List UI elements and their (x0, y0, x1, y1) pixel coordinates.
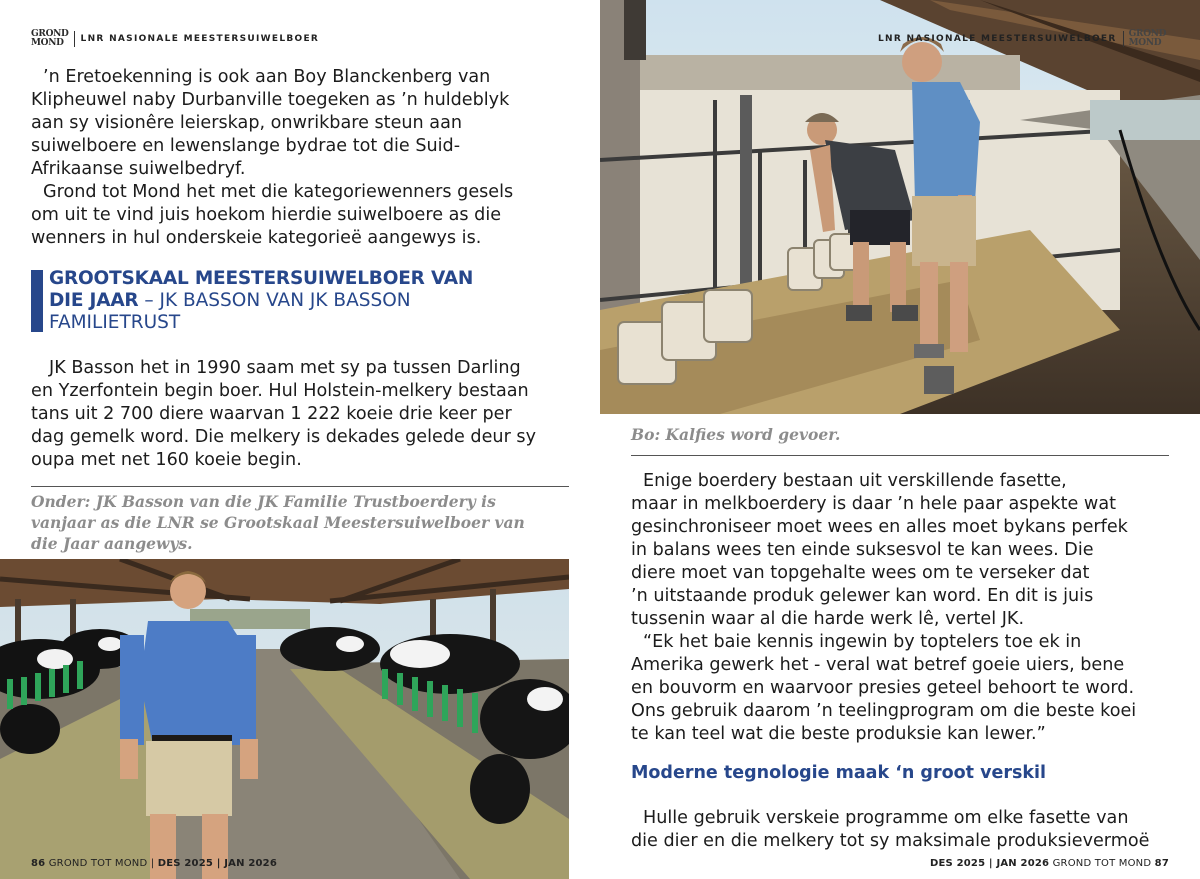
logo-left-line1: GROND (31, 29, 69, 39)
para-line: tans uit 2 700 diere waarvan 1 222 koeie drie keer per (31, 404, 512, 424)
photo-jk-basson (0, 559, 569, 879)
intro-line: om uit te vind juis hoekom hierdie suiwelboere as die (31, 205, 502, 225)
caption-line: vanjaar as die LNR se Grootskaal Meestersuiwelboer van (31, 513, 525, 532)
para-line: die dier en die melkery tot sy maksimale produksievermoë (631, 831, 1150, 851)
logo-right-line1: GROND (1128, 29, 1167, 39)
page-number-right: 87 (1154, 858, 1169, 869)
header-left-divider (74, 31, 75, 47)
heading-line2-bold: DIE JAAR (49, 290, 139, 311)
photo-calf-feeding-illustration (600, 0, 1200, 414)
para-line: oupa met net 160 koeie begin. (31, 450, 302, 470)
para-line: maar in melkboerdery is daar ’n hele paar aspekte wat (631, 494, 1116, 514)
para-line: Enige boerdery bestaan uit verskillende fasette, (643, 471, 1067, 491)
header-right (878, 30, 1166, 48)
right-paragraph-1 (631, 470, 1136, 746)
intro-line: wenners in hul onderskeie kategorieë aangewys is. (31, 228, 482, 248)
photo-jk-basson-illustration (0, 559, 569, 879)
logo-left-line2: MOND (31, 38, 64, 48)
photo-calf-feeding (600, 0, 1200, 414)
right-caption: Bo: Kalfies word gevoer. (631, 425, 841, 444)
magazine-name-right: GROND TOT MOND (1052, 858, 1152, 869)
para-line: en Yzerfontein begin boer. Hul Holstein-melkery bestaan (31, 381, 529, 401)
logo-right-line2: MOND (1128, 38, 1162, 48)
left-caption-rule (31, 486, 569, 487)
left-caption (31, 491, 525, 554)
intro-line: Afrikaanse suiwelbedryf. (31, 159, 246, 179)
page-number-left: 86 (31, 858, 46, 869)
intro-line: ’n Eretoekenning is ook aan Boy Blanckenberg van (43, 67, 491, 87)
subheading: Moderne tegnologie maak ‘n groot verskil (631, 763, 1047, 783)
header-left (31, 30, 319, 48)
intro-line: Klipheuwel naby Durbanville toegeken as ’n huldeblyk (31, 90, 510, 110)
intro-line: Grond tot Mond het met die kategoriewenners gesels (43, 182, 514, 202)
folio-right (930, 858, 1169, 869)
right-caption-rule (631, 455, 1169, 456)
caption-line: Onder: JK Basson van die JK Familie Trustboerdery is (31, 492, 496, 511)
para-line: JK Basson het in 1990 saam met sy pa tussen Darling (49, 358, 521, 378)
right-paragraph-2 (631, 807, 1149, 853)
section-heading (49, 268, 473, 334)
quote-line: Amerika gewerk het - veral wat betref goeie uiers, bene (631, 655, 1125, 675)
quote-line: Ons gebruik daarom ’n teelingprogram om die beste koei (631, 701, 1137, 721)
header-left-section: LNR NASIONALE MEESTERSUIWELBOER (80, 34, 320, 44)
para-line: diere moet van topgehalte wees om te verseker dat (631, 563, 1090, 583)
heading-line1: GROOTSKAAL MEESTERSUIWELBOER VAN (49, 268, 474, 289)
quote-line: en bouvorm en waarvoor presies geteel behoort te word. (631, 678, 1135, 698)
para-line: Hulle gebruik verskeie programme om elke fasette van (643, 808, 1129, 828)
para-line: ’n uitstaande produk gelewer kan word. En dit is juis (631, 586, 1094, 606)
quote-line: “Ek het baie kennis ingewin by toptelers toe ek in (643, 632, 1082, 652)
heading-line2 (49, 290, 473, 312)
folio-left (31, 858, 277, 869)
logo-right (1129, 30, 1167, 48)
magazine-name-left: GROND TOT MOND (48, 858, 148, 869)
logo-left (31, 30, 69, 48)
left-paragraph (31, 357, 536, 472)
intro-line: suiwelboere en lewenslange bydrae tot die Suid- (31, 136, 461, 156)
heading-accent-bar (31, 270, 43, 332)
caption-line: die Jaar aangewys. (31, 534, 193, 553)
heading-line3: FAMILIETRUST (49, 312, 181, 333)
header-right-divider (1123, 31, 1124, 47)
folio-left-sep: | (150, 858, 155, 869)
para-line: in balans wees ten einde suksesvol te kan wees. Die (631, 540, 1094, 560)
para-line: dag gemelk word. Die melkery is dekades gelede deur sy (31, 427, 536, 447)
quote-line: te kan teel wat die beste produksie kan lewer.” (631, 724, 1046, 744)
intro-line: aan sy visionêre leierskap, onwrikbare steun aan (31, 113, 462, 133)
issue-left: DES 2025 | JAN 2026 (157, 858, 277, 869)
heading-line2-rest: – JK BASSON VAN JK BASSON (138, 290, 411, 311)
left-intro-text (31, 66, 513, 250)
header-right-section: LNR NASIONALE MEESTERSUIWELBOER (878, 34, 1117, 44)
para-line: tussenin waar al die harde werk lê, vertel JK. (631, 609, 1025, 629)
para-line: gesinchroniseer moet wees en alles moet bykans perfek (631, 517, 1128, 537)
issue-right: DES 2025 | JAN 2026 (929, 858, 1050, 869)
